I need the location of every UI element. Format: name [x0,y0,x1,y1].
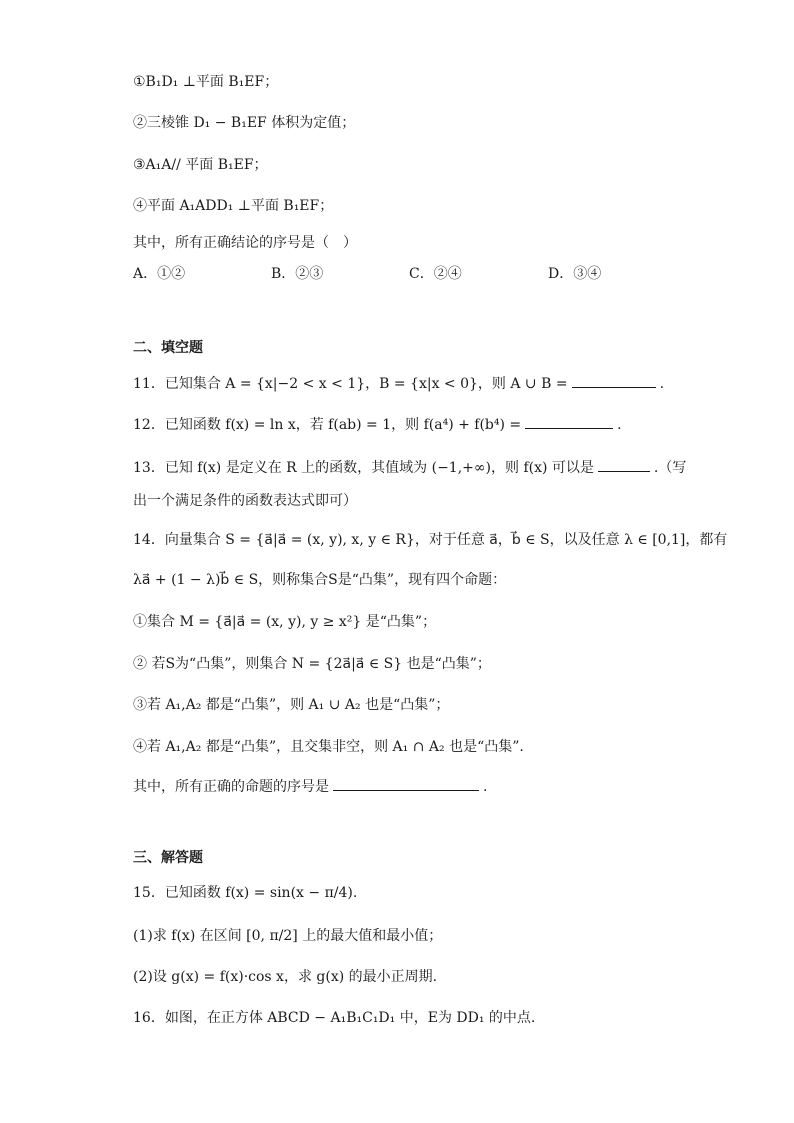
q12-end: . [617,417,622,433]
q13 [133,457,686,478]
section-fill-in-title: 二、填空题 [133,340,203,356]
option-d[interactable]: D．③④ [548,266,602,282]
q10-item-3: ③A₁A// 平面 B₁EF； [133,157,268,173]
q12 [133,414,622,435]
q10-item-2: ②三棱锥 D₁ − B₁EF 体积为定值； [133,115,356,131]
q11-end: . [659,376,665,392]
q14-item-1: ①集合 M = {a⃗|a⃗ = (x, y), y ≥ x²} 是“凸集”； [133,614,437,630]
option-a[interactable]: A．①② [133,266,186,282]
q11-answer-blank[interactable] [572,373,656,388]
q15-part-2: (2)设 g(x) = f(x)·cos x，求 g(x) 的最小正周期. [133,969,438,985]
q13-answer-blank[interactable] [598,457,650,472]
option-b[interactable]: B．②③ [271,266,324,282]
q13-line2: 出一个满足条件的函数表达式即可） [133,493,357,509]
q14-line2: λa⃗ + (1 − λ)b⃗ ∈ S，则称集合S是“凸集”，现有四个命题： [133,572,507,588]
section-answer-title: 三、解答题 [133,850,203,866]
q13-text: 13．已知 f(x) 是定义在 R 上的函数，其值域为 (−1,+∞)，则 f(x) 可以是 [133,460,594,476]
q13-end: .（写 [653,460,687,476]
q14-answer-blank[interactable] [333,776,479,791]
q10-options [133,264,653,284]
q14-item-3: ③若 A₁,A₂ 都是“凸集”，则 A₁ ∪ A₂ 也是“凸集”； [133,697,450,713]
q11 [133,373,664,394]
q14-item-4: ④若 A₁,A₂ 都是“凸集”，且交集非空，则 A₁ ∩ A₂ 也是“凸集”. [133,739,524,755]
q12-answer-blank[interactable] [525,414,613,429]
q14-prompt [133,776,487,797]
q15-part-1: (1)求 f(x) 在区间 [0, π/2] 上的最大值和最小值； [133,928,443,944]
q10-prompt: 其中，所有正确结论的序号是（ ） [133,235,357,251]
q15-stem: 15．已知函数 f(x) = sin(x − π/4). [133,885,358,901]
q12-text: 12．已知函数 f(x) = ln x，若 f(ab) = 1，则 f(a⁴) + f(b⁴) = [133,417,522,433]
option-c[interactable]: C．②④ [409,266,462,282]
q14-item-2: ② 若S为“凸集”，则集合 N = {2a⃗|a⃗ ∈ S} 也是“凸集”； [133,656,491,672]
q10-item-4: ④平面 A₁ADD₁ ⊥平面 B₁EF； [133,198,334,214]
q10-item-1: ①B₁D₁ ⊥平面 B₁EF； [133,74,279,90]
q16-stem: 16．如图，在正方体 ABCD − A₁B₁C₁D₁ 中，E为 DD₁ 的中点. [133,1010,536,1026]
q11-text: 11．已知集合 A = {x|−2 < x < 1}，B = {x|x < 0}，则 A ∪ B = [133,376,568,392]
q14-prompt-text: 其中，所有正确的命题的序号是 [133,779,329,795]
q14-end: . [483,779,488,795]
q14-line1: 14．向量集合 S = {a⃗|a⃗ = (x, y), x, y ∈ R}，对于任意 a⃗，b⃗ ∈ S，以及任意 λ ∈ [0,1]，都有 [133,532,728,548]
